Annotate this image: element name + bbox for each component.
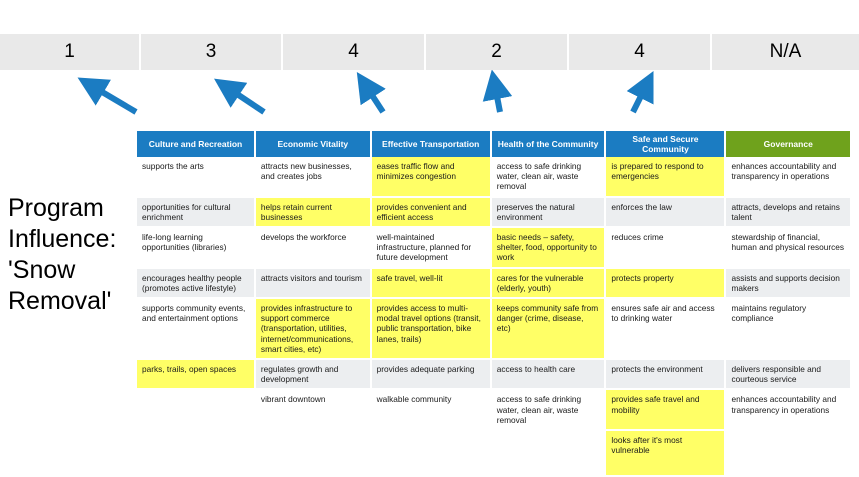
caption-line-1: Program — [8, 194, 104, 222]
matrix-cell: encourages healthy people (promotes active lifestyle) — [137, 268, 255, 298]
matrix-header-row — [137, 131, 850, 157]
matrix-cell: access to health care — [491, 359, 606, 389]
summary-band — [0, 0, 859, 70]
summary-header-culture-and-recreation — [0, 0, 141, 34]
matrix-cell: provides access to multi-modal travel options (transit, public transportation, bike lanes, trails) — [371, 298, 491, 359]
table-row — [137, 430, 850, 476]
matrix-cell: provides convenient and efficient access — [371, 197, 491, 227]
matrix-cell: life-long learning opportunities (libraries) — [137, 227, 255, 268]
caption-line-3: 'Snow — [8, 256, 76, 284]
matrix-cell — [371, 430, 491, 476]
arrow-icon-4 — [495, 86, 500, 112]
matrix-cell — [137, 430, 255, 476]
matrix-cell: assists and supports decision makers — [725, 268, 850, 298]
matrix-cell: enhances accountability and transparency in operations — [725, 157, 850, 197]
matrix-cell: enhances accountability and transparency in operations — [725, 389, 850, 430]
summary-score-safe-and-secure-community: 4 — [569, 34, 712, 70]
matrix-cell: protects property — [605, 268, 725, 298]
matrix-cell — [255, 430, 371, 476]
matrix-cell — [137, 389, 255, 430]
matrix-cell: basic needs – safety, shelter, food, opportunity to work — [491, 227, 606, 268]
matrix-cell: well-maintained infrastructure, planned for future development — [371, 227, 491, 268]
summary-header-label: Culture and Recreation — [34, 3, 105, 31]
matrix-cell: safe travel, well-lit — [371, 268, 491, 298]
summary-header-row — [0, 0, 859, 34]
table-row — [137, 157, 850, 197]
matrix-header-effective-transportation: Effective Transportation — [371, 131, 491, 157]
summary-header-label: Safe and Secure Community — [590, 3, 689, 31]
matrix-cell: parks, trails, open spaces — [137, 359, 255, 389]
matrix-cell — [725, 430, 850, 476]
matrix-cell: is prepared to respond to emergencies — [605, 157, 725, 197]
summary-score-health-of-the-community: 2 — [426, 34, 569, 70]
matrix-cell: vibrant downtown — [255, 389, 371, 430]
caption-line-4: Removal' — [8, 287, 112, 315]
summary-header-label: Governance — [749, 10, 822, 24]
summary-score-governance: N/A — [769, 41, 802, 62]
table-row — [137, 359, 850, 389]
matrix-cell: supports the arts — [137, 157, 255, 197]
matrix-cell: attracts new businesses, and creates jobs — [255, 157, 371, 197]
summary-score-economic-vitality: 3 — [141, 34, 283, 70]
matrix-cell: enforces the law — [605, 197, 725, 227]
matrix-cell: cares for the vulnerable (elderly, youth) — [491, 268, 606, 298]
table-row — [137, 227, 850, 268]
matrix-cell: eases traffic flow and minimizes congestion — [371, 157, 491, 197]
matrix-header-health-of-the-community: Health of the Community — [491, 131, 606, 157]
matrix-cell: regulates growth and development — [255, 359, 371, 389]
table-row — [137, 268, 850, 298]
matrix-cell: develops the workforce — [255, 227, 371, 268]
matrix-cell: provides infrastructure to support commerce (transportation, utilities, internet/communications, smart cities, etc) — [255, 298, 371, 359]
matrix-cell: access to safe drinking water, clean air, waste removal — [491, 389, 606, 430]
matrix-cell: preserves the natural environment — [491, 197, 606, 227]
matrix-cell: ensures safe air and access to drinking water — [605, 298, 725, 359]
matrix-cell: maintains regulatory compliance — [725, 298, 850, 359]
matrix-header-culture-and-recreation: Culture and Recreation — [137, 131, 255, 157]
summary-header-economic-vitality — [141, 0, 283, 34]
arrow-group — [0, 70, 859, 132]
matrix-cell: attracts visitors and tourism — [255, 268, 371, 298]
summary-header-label: Effective Transportation — [309, 3, 398, 31]
matrix-header-governance: Governance — [725, 131, 850, 157]
matrix-cell: opportunities for cultural enrichment — [137, 197, 255, 227]
matrix-cell: looks after it's most vulnerable — [605, 430, 725, 476]
matrix-cell: supports community events, and entertainment options — [137, 298, 255, 359]
caption-line-2: Influence: — [8, 225, 117, 253]
matrix-cell: keeps community safe from danger (crime, disease, etc) — [491, 298, 606, 359]
matrix-cell: helps retain current businesses — [255, 197, 371, 227]
table-row — [137, 298, 850, 359]
summary-score-culture-and-recreation: 1 — [0, 34, 141, 70]
matrix-cell — [491, 430, 606, 476]
matrix-cell: provides safe travel and mobility — [605, 389, 725, 430]
arrow-icon-3 — [366, 86, 383, 112]
arrow-icon-1 — [92, 86, 136, 112]
arrow-icon-5 — [633, 86, 646, 112]
summary-header-health-of-the-community — [426, 0, 569, 34]
matrix-cell: delivers responsible and courteous service — [725, 359, 850, 389]
matrix-cell: provides adequate parking — [371, 359, 491, 389]
matrix-cell: access to safe drinking water, clean air, waste removal — [491, 157, 606, 197]
summary-score-row — [0, 34, 859, 70]
influence-matrix-table — [137, 131, 850, 477]
matrix-cell: protects the environment — [605, 359, 725, 389]
summary-header-label: Economic Vitality — [159, 10, 263, 24]
matrix-cell: attracts, develops and retains talent — [725, 197, 850, 227]
matrix-header-safe-and-secure-community: Safe and Secure Community — [605, 131, 725, 157]
matrix-header-economic-vitality: Economic Vitality — [255, 131, 371, 157]
summary-header-governance — [712, 0, 859, 34]
matrix-cell: reduces crime — [605, 227, 725, 268]
matrix-cell: stewardship of financial, human and physical resources — [725, 227, 850, 268]
matrix-cell: walkable community — [371, 389, 491, 430]
program-influence-caption — [8, 193, 133, 317]
table-row — [137, 389, 850, 430]
summary-score-effective-transportation: 4 — [283, 34, 426, 70]
summary-header-label: Health of the Community — [458, 3, 535, 31]
summary-header-safe-and-secure-community — [569, 0, 712, 34]
table-row — [137, 197, 850, 227]
arrow-icon-2 — [228, 88, 264, 112]
summary-header-effective-transportation — [283, 0, 426, 34]
